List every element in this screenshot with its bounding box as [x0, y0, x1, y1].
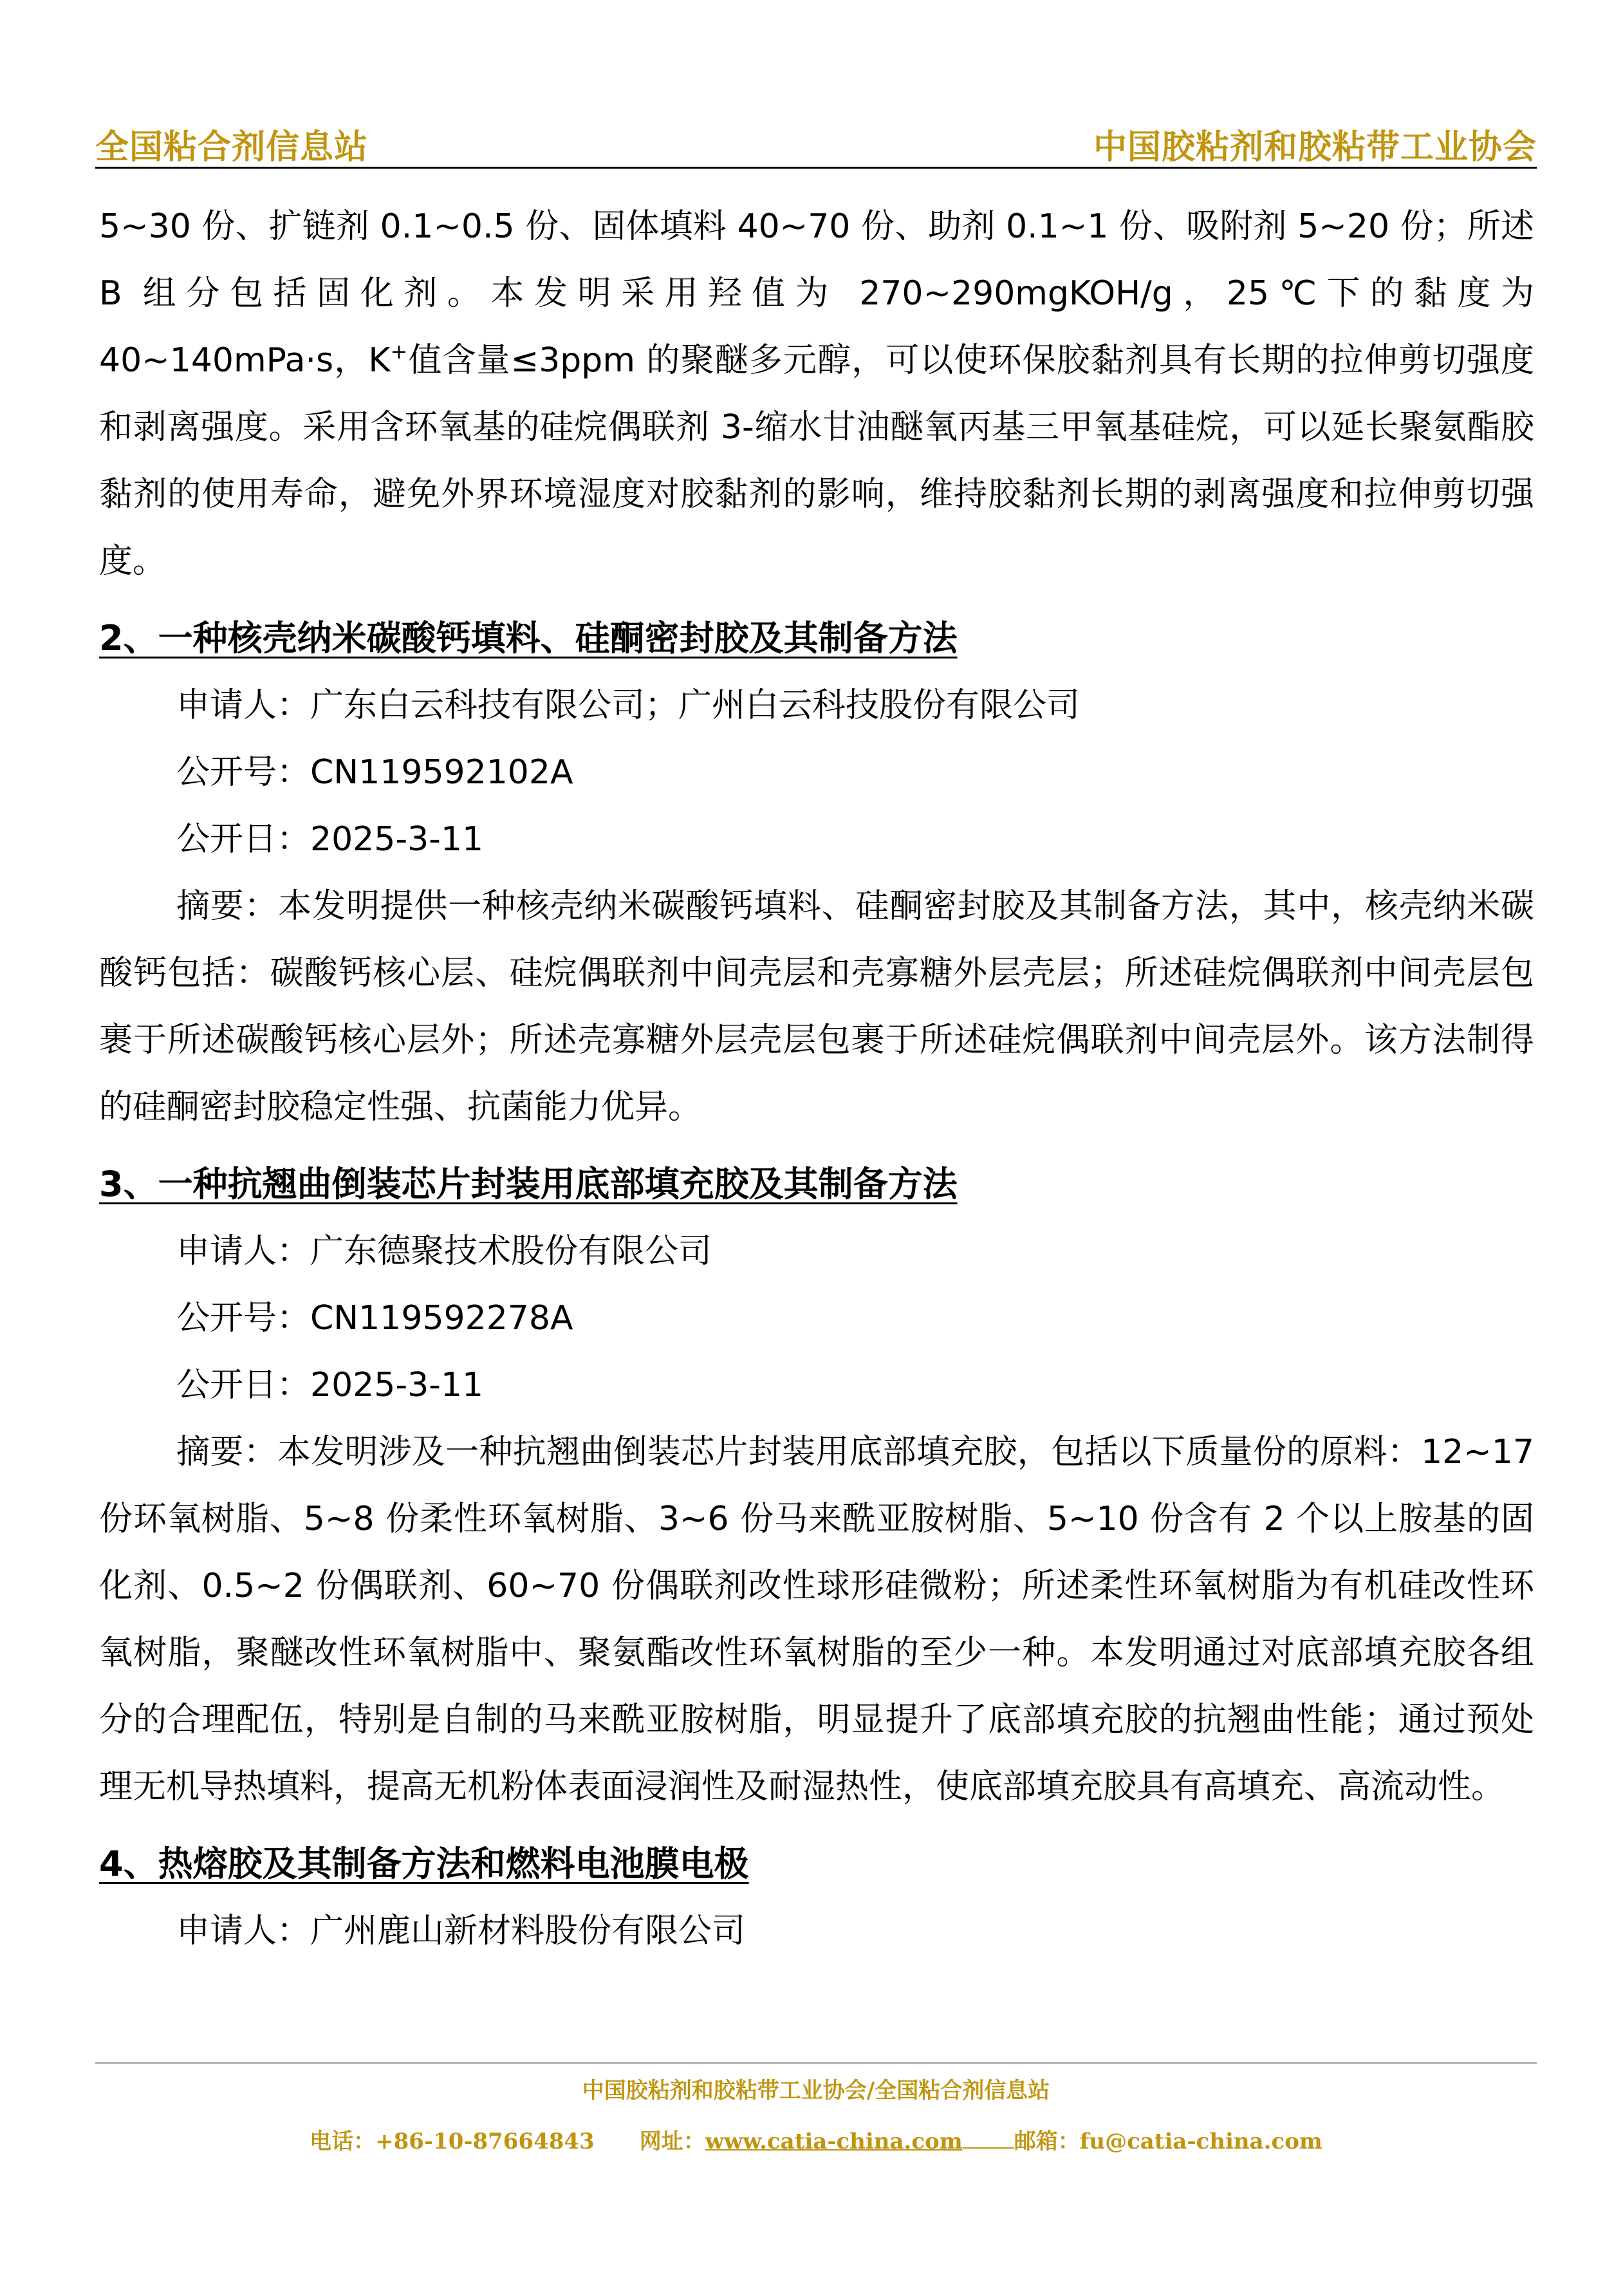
- intro-superscript: +: [390, 339, 408, 364]
- entry-4-title: 4、热熔胶及其制备方法和燃料电池膜电极: [99, 1843, 749, 1884]
- footer-divider: [95, 2062, 1537, 2064]
- footer-org: 中国胶粘剂和胶粘带工业协会/全国粘合剂信息站: [582, 2078, 1050, 2104]
- intro-paragraph: [99, 193, 1534, 595]
- intro-text-part1: 5~30 份、扩链剂 0.1~0.5 份、固体填料 40~70 份、助剂 0.1~1 份、吸附剂 5~20 份；所述 B 组分包括固化剂。本发明采用羟值为 270~290mgKOH/g，25℃下的黏度为 40~140mPa·s，K: [99, 207, 1534, 380]
- footer-email: 邮箱：fu@catia-china.com: [1014, 2129, 1322, 2154]
- page-footer: [95, 2062, 1537, 2155]
- header-association-name: 中国胶粘剂和胶粘带工业协会: [1093, 127, 1537, 167]
- intro-text-part2: 值含量≤3ppm 的聚醚多元醇，可以使环保胶黏剂具有长期的拉伸剪切强度和剥离强度。采用含环氧基的硅烷偶联剂 3-缩水甘油醚氧丙基三甲氧基硅烷，可以延长聚氨酯胶黏剂的使用寿命，避免外界环境湿度对胶黏剂的影响，维持胶黏剂长期的剥离强度和拉伸剪切强度。: [99, 341, 1534, 581]
- entry-2-pub-date: 公开日：2025-3-11: [176, 820, 484, 859]
- header-site-name: 全国粘合剂信息站: [95, 127, 369, 167]
- entry-4-applicant: 申请人：广州鹿山新材料股份有限公司: [176, 1912, 746, 1950]
- entry-2-abstract: 摘要：本发明提供一种核壳纳米碳酸钙填料、硅酮密封胶及其制备方法，其中，核壳纳米碳酸钙包括：碳酸钙核心层、硅烷偶联剂中间壳层和壳寡糖外层壳层；所述硅烷偶联剂中间壳层包裹于所述碳酸钙核心层外；所述壳寡糖外层壳层包裹于所述硅烷偶联剂中间壳层外。该方法制得的硅酮密封胶稳定性强、抗菌能力优异。: [99, 887, 1534, 1126]
- entry-3-title: 3、一种抗翘曲倒装芯片封装用底部填充胶及其制备方法: [99, 1164, 958, 1204]
- page-header: [95, 108, 1537, 169]
- entry-3-pub-date: 公开日：2025-3-11: [176, 1366, 484, 1405]
- footer-contact: [95, 2123, 1537, 2155]
- entry-2-applicant: 申请人：广东白云科技有限公司；广州白云科技股份有限公司: [176, 686, 1080, 725]
- entry-2-title: 2、一种核壳纳米碳酸钙填料、硅酮密封胶及其制备方法: [99, 618, 958, 658]
- footer-website-link[interactable]: www.catia-china.com: [705, 2129, 963, 2154]
- footer-web-label: 网址：: [639, 2129, 705, 2154]
- entry-3-abstract: 摘要：本发明涉及一种抗翘曲倒装芯片封装用底部填充胶，包括以下质量份的原料：12~17 份环氧树脂、5~8 份柔性环氧树脂、3~6 份马来酰亚胺树脂、5~10 份含有 2 个以上胺基的固化剂、0.5~2 份偶联剂、60~70 份偶联剂改性球形硅微粉；所述柔性环氧树脂为有机硅改性环氧树脂，聚醚改性环氧树脂中、聚氨酯改性环氧树脂的至少一种。本发明通过对底部填充胶各组分的合理配伍，特别是自制的马来酰亚胺树脂，明显提升了底部填充胶的抗翘曲性能；通过预处理无机导热填料，提高无机粉体表面浸润性及耐湿热性，使底部填充胶具有高填充、高流动性。: [99, 1433, 1534, 1806]
- entry-3-pub-no: 公开号：CN119592278A: [176, 1299, 573, 1338]
- entry-3-applicant: 申请人：广东德聚技术股份有限公司: [176, 1232, 712, 1271]
- entry-2-pub-no: 公开号：CN119592102A: [176, 753, 573, 792]
- header-divider: [95, 167, 1537, 169]
- footer-phone: 电话：+86-10-87664843: [310, 2129, 595, 2154]
- footer-link-underline: [963, 2129, 1014, 2149]
- document-body: [99, 193, 1534, 1965]
